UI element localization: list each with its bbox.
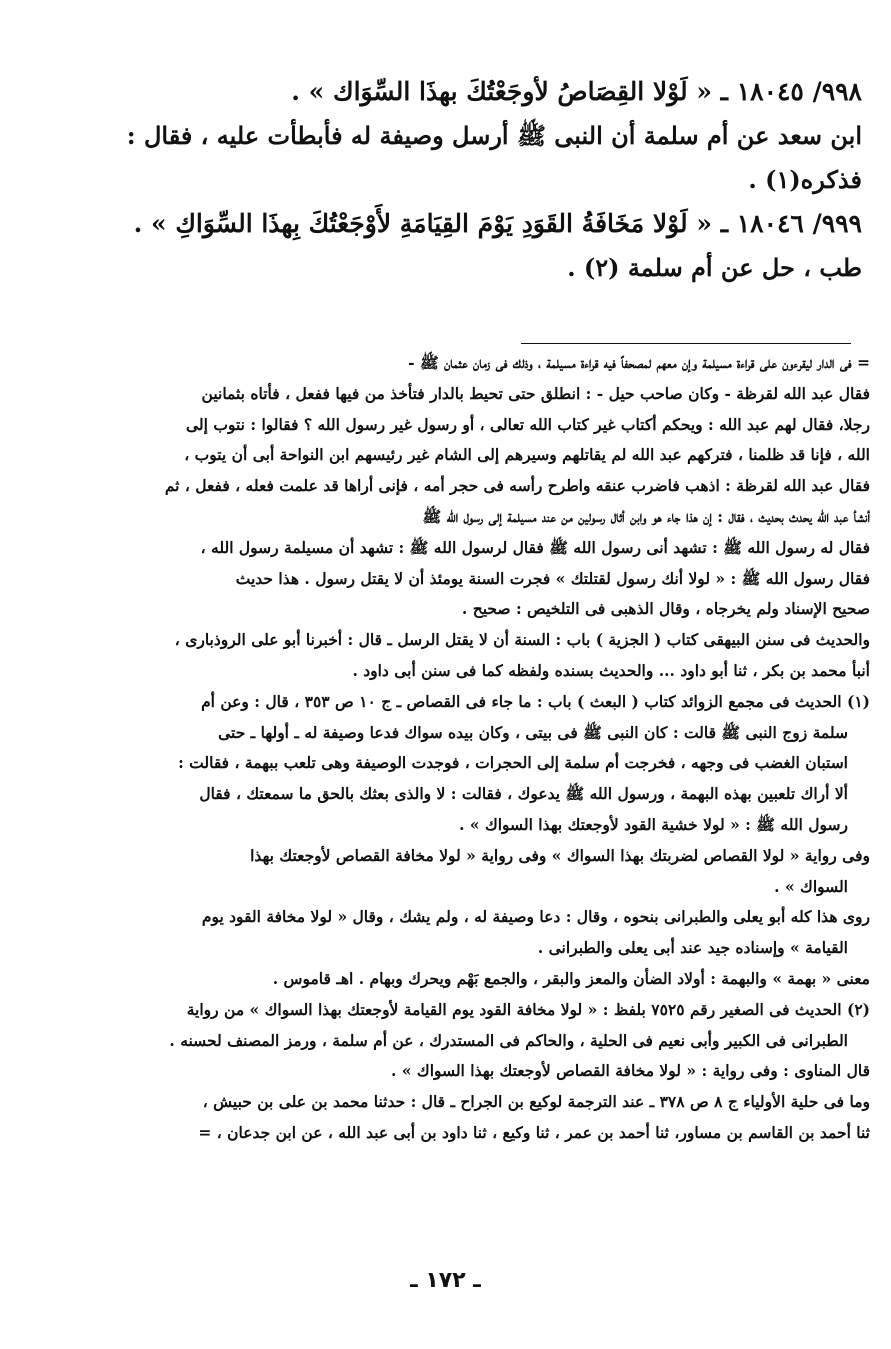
footnote-line: فقال عبد الله لقرظة - وكان صاحب حيل - : انطلق حتى تحيط بالدار فتأخذ من فيها ففعل ، فأتاه بثمانين [201,383,870,403]
footnote-line: استبان الغضب فى وجهه ، فخرجت أم سلمة إلى الحجرات ، فوجدت الوصيفة وهى تلعب ببهمة ، فقالت : [178,753,848,773]
footnote-line: الله ، فإنا قد ظلمنا ، فتركهم عبد الله لم يقاتلهم وسيرهم إلى الشام غير رئيسهم ابن النواحة أبى أن يتوب ، [184,445,870,465]
footnote-line: السواك » . [774,876,848,896]
footnote-line: سلمة زوج النبى ﷺ قالت : كان النبى ﷺ فى بيتى ، وكان بيده سواك فدعا وصيفة له ـ أولها ـ حتى [218,722,848,742]
footnote-line: فقال رسول الله ﷺ : « لولا أنك رسول لقتلتك » فجرت السنة يومئذ أن لا يقتل رسول . هذا حديث [235,568,870,588]
footnote-divider [521,343,851,344]
footnote-line: = فى الدار ليقرءون على قراءة مسيلمة وإن معهم لمصحفاً فيه قراءة مسيلمة ، وذلك فى زمان عثمان ﷺ - [408,353,870,372]
hadith-999: ٩٩٩/ ١٨٠٤٦ ـ « لَوْلا مَخَافَةُ القَوَدِ يَوْمَ القِيَامَةِ لأَوْجَعْتُكَ بِهذَا السِّوَاكِ » . [133,209,862,238]
footnote-line: فقال عبد الله لقرظة : اذهب فاضرب عنقه واطرح رأسه فى حجر أمه ، فإنى أراها قد علمت فعله ، ففعل ، ثم [164,476,870,496]
footnotes [32,348,870,1149]
footnote-1-start: (١) الحديث فى مجمع الزوائد كتاب ( البعث ) باب : ما جاء فى القصاص ـ ج ١٠ ص ٣٥٣ ، قال : وعن أم [201,691,870,711]
hadith-999-source: طب ، حل عن أم سلمة (٢) . [567,253,862,282]
hadith-998-source: ابن سعد عن أم سلمة أن النبى ﷺ أرسل وصيفة له فأبطأت عليه ، فقال : [126,121,862,150]
footnote-line: صحيح الإسناد ولم يخرجاه ، وقال الذهبى فى التلخيص : صحيح . [461,599,870,619]
footnote-line: قال المناوى : وفى رواية : « لولا مخافة القصاص لأوجعتك بهذا السواك » . [391,1061,870,1081]
main-text [40,70,862,290]
footnote-line: الطبرانى فى الكبير وأبى نعيم فى الحلية ، والحاكم فى المستدرك ، عن أم سلمة ، ورمز المصنف لحسنه . [169,1030,848,1050]
hadith-998: ٩٩٨/ ١٨٠٤٥ ـ « لَوْلا القِصَاصُ لأوجَعْتُكَ بهذَا السِّوَاك » . [291,77,862,106]
footnote-line: القيامة » وإسناده جيد عند أبى يعلى والطبرانى . [537,938,848,958]
footnote-line: رسول الله ﷺ : « لولا خشية القود لأوجعتك بهذا السواك » . [459,814,848,834]
footnote-line: وما فى حلية الأولياء ج ٨ ص ٣٧٨ ـ عند الترجمة لوكيع بن الجراح ـ قال : حدثنا محمد بن على بن حبيش ، [202,1092,870,1112]
footnote-line: ألا أراك تلعبين بهذه البهمة ، ورسول الله ﷺ يدعوك ، فقالت : لا والذى بعثك بالحق ما سمعتك ، فقال [199,784,848,804]
hadith-998-source-cont: فذكره(١) . [748,165,862,194]
footnote-line: فقال له رسول الله ﷺ : تشهد أنى رسول الله ﷺ فقال لرسول الله ﷺ : تشهد أن مسيلمة رسول الله ، [200,537,870,557]
footnote-line: أنشأ عبد الله يحدث بحديث ، فقال : إن هذا جاء هو وابن أثال رسولين من عند مسيلمة إلى رسول الله ﷺ [422,506,870,526]
footnote-line: أنبأ محمد بن بكر ، ثنا أبو داود ... والحديث بسنده ولفظه كما فى سنن أبى داود . [352,660,870,680]
footnote-line: معنى « بهمة » والبهمة : أولاد الضأن والمعز والبقر ، والجمع بَهْم ويحرك وبهام . اهـ قاموس . [272,968,870,988]
footnote-line: والحديث فى سنن البيهقى كتاب ( الجزية ) باب : السنة أن لا يقتل الرسل ـ قال : أخبرنا أبو على الروذبارى ، [174,630,870,650]
footnote-line: وفى رواية « لولا القصاص لضربتك بهذا السواك » وفى رواية « لولا مخافة القصاص لأوجعتك بهذا [250,845,870,865]
footnote-line: رجلا، فقال لهم عبد الله : ويحكم أكتاب غير كتاب الله تعالى ، أو رسول غير رسول الله ؟ فقالوا : نتوب إلى [186,414,870,434]
page-number: ـ ١٧٢ ـ [410,1268,481,1293]
footnote-line: ثنا أحمد بن القاسم بن مساور، ثنا أحمد بن عمر ، ثنا وكيع ، ثنا داود بن أبى عبد الله ، عن ابن جدعان ، = [198,1122,870,1142]
footnote-line: روى هذا كله أبو يعلى والطبرانى بنحوه ، وقال : دعا وصيفة له ، ولم يشك ، وقال « لولا مخافة القود يوم [201,907,870,927]
footnote-2-start: (٢) الحديث فى الصغير رقم ٧٥٢٥ بلفظ : « لولا مخافة القود يوم القيامة لأوجعتك بهذا السواك » من رواية [186,999,870,1019]
